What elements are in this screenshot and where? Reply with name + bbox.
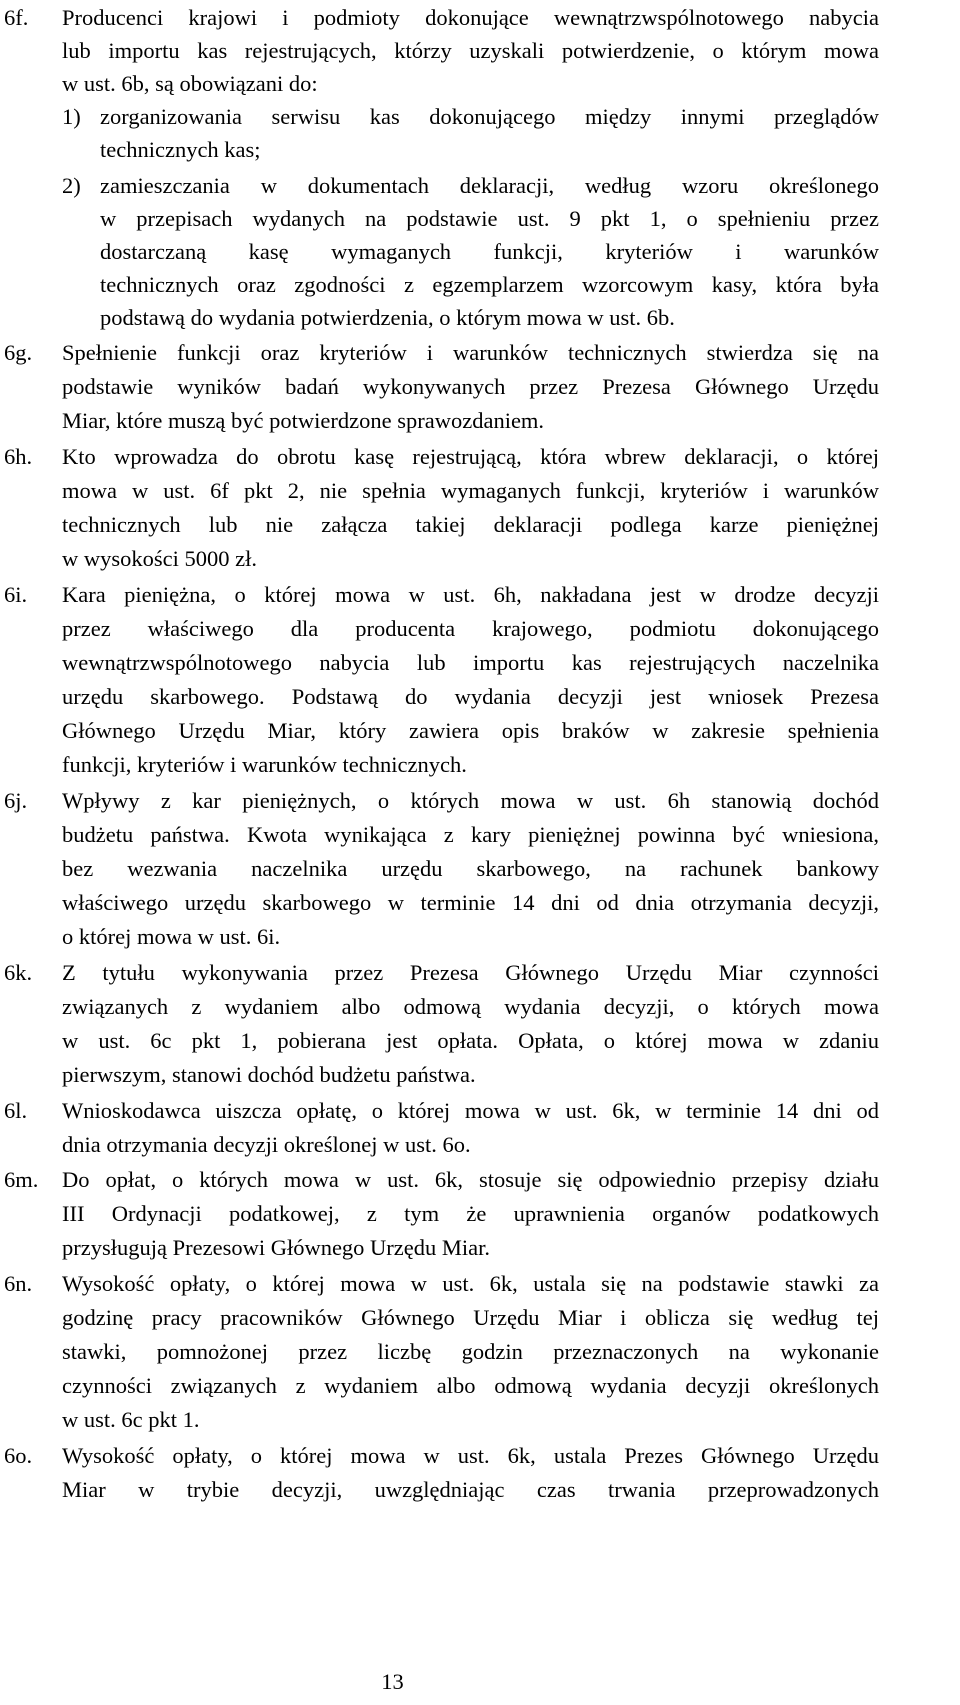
text-line: Z tytułu wykonywania przez Prezesa Głównego Urzędu Miar czynności: [62, 960, 879, 985]
text-line: w ust. 6c pkt 1, pobierana jest opłata. Opłata, o której mowa w zdaniu: [62, 1028, 879, 1053]
text-line: dostarczaną kasę wymaganych funkcji, kryteriów i warunków: [100, 239, 879, 264]
text-line: w ust. 6c pkt 1.: [62, 1407, 200, 1432]
paragraph-number: 6k.: [4, 960, 33, 985]
text-line: pierwszym, stanowi dochód budżetu państwa.: [62, 1062, 476, 1087]
text-line: Wnioskodawca uiszcza opłatę, o której mowa w ust. 6k, w terminie 14 dni od: [62, 1098, 879, 1123]
paragraph-number: 6n.: [4, 1271, 33, 1296]
text-line: bez wezwania naczelnika urzędu skarbowego, na rachunek bankowy: [62, 856, 879, 881]
text-line: Do opłat, o których mowa w ust. 6k, stosuje się odpowiednio przepisy działu: [62, 1167, 879, 1192]
text-line: dnia otrzymania decyzji określonej w ust. 6o.: [62, 1132, 471, 1157]
text-line: Wpływy z kar pieniężnych, o których mowa w ust. 6h stanowią dochód: [62, 788, 879, 813]
text-line: przez właściwego dla producenta krajowego, podmiotu dokonującego: [62, 616, 879, 641]
text-line: lub importu kas rejestrujących, którzy uzyskali potwierdzenie, o którym mowa: [62, 38, 879, 63]
text-line: zamieszczania w dokumentach deklaracji, według wzoru określonego: [100, 173, 879, 198]
text-line: podstawą do wydania potwierdzenia, o którym mowa w ust. 6b.: [100, 305, 675, 330]
text-line: związanych z wydaniem albo odmową wydania decyzji, o których mowa: [62, 994, 879, 1019]
list-item-number: 1): [62, 104, 81, 129]
text-line: zorganizowania serwisu kas dokonującego między innymi przeglądów: [100, 104, 879, 129]
text-line: technicznych lub nie załącza takiej deklaracji podlega karze pieniężnej: [62, 512, 879, 537]
text-line: właściwego urzędu skarbowego w terminie 14 dni od dnia otrzymania decyzji,: [62, 890, 879, 915]
text-line: urzędu skarbowego. Podstawą do wydania decyzji jest wniosek Prezesa: [62, 684, 879, 709]
text-line: Kara pieniężna, o której mowa w ust. 6h, nakładana jest w drodze decyzji: [62, 582, 879, 607]
paragraph-number: 6l.: [4, 1098, 28, 1123]
text-line: Spełnienie funkcji oraz kryteriów i warunków technicznych stwierdza się na: [62, 340, 879, 365]
paragraph-number: 6o.: [4, 1443, 33, 1468]
list-item-number: 2): [62, 173, 81, 198]
paragraph-number: 6i.: [4, 582, 28, 607]
text-line: stawki, pomnożonej przez liczbę godzin przeznaczonych na wykonanie: [62, 1339, 879, 1364]
text-line: budżetu państwa. Kwota wynikająca z kary pieniężnej powinna być wniesiona,: [62, 822, 879, 847]
text-line: o której mowa w ust. 6i.: [62, 924, 281, 949]
paragraph-number: 6g.: [4, 340, 33, 365]
text-line: mowa w ust. 6f pkt 2, nie spełnia wymaganych funkcji, kryteriów i warunków: [62, 478, 879, 503]
text-line: funkcji, kryteriów i warunków technicznych.: [62, 752, 467, 777]
text-line: godzinę pracy pracowników Głównego Urzędu Miar i oblicza się według tej: [62, 1305, 879, 1330]
paragraph-number: 6h.: [4, 444, 33, 469]
paragraph-number: 6m.: [4, 1167, 39, 1192]
text-line: przysługują Prezesowi Głównego Urzędu Miar.: [62, 1235, 491, 1260]
text-line: Głównego Urzędu Miar, który zawiera opis braków w zakresie spełnienia: [62, 718, 879, 743]
text-line: technicznych oraz zgodności z egzemplarzem wzorcowym kasy, która była: [100, 272, 879, 297]
paragraph-number: 6f.: [4, 5, 29, 30]
page-number: 13: [381, 1669, 404, 1694]
text-line: podstawie wyników badań wykonywanych przez Prezesa Głównego Urzędu: [62, 374, 879, 399]
text-line: wewnątrzwspólnotowego nabycia lub importu kas rejestrujących naczelnika: [62, 650, 879, 675]
text-line: Miar, które muszą być potwierdzone sprawozdaniem.: [62, 408, 545, 433]
text-line: Miar w trybie decyzji, uwzględniając czas trwania przeprowadzonych: [62, 1477, 879, 1502]
text-line: III Ordynacji podatkowej, z tym że uprawnienia organów podatkowych: [62, 1201, 879, 1226]
text-line: technicznych kas;: [100, 137, 261, 162]
text-line: Wysokość opłaty, o której mowa w ust. 6k, ustala się na podstawie stawki za: [62, 1271, 879, 1296]
text-line: Kto wprowadza do obrotu kasę rejestrującą, która wbrew deklaracji, o której: [62, 444, 879, 469]
text-line: czynności związanych z wydaniem albo odmową wydania decyzji określonych: [62, 1373, 879, 1398]
text-line: w ust. 6b, są obowiązani do:: [62, 71, 318, 96]
text-line: Producenci krajowi i podmioty dokonujące wewnątrzwspólnotowego nabycia: [62, 5, 879, 30]
text-line: w wysokości 5000 zł.: [62, 546, 257, 571]
paragraph-number: 6j.: [4, 788, 28, 813]
text-line: Wysokość opłaty, o której mowa w ust. 6k, ustala Prezes Głównego Urzędu: [62, 1443, 879, 1468]
text-line: w przepisach wydanych na podstawie ust. 9 pkt 1, o spełnieniu przez: [100, 206, 879, 231]
